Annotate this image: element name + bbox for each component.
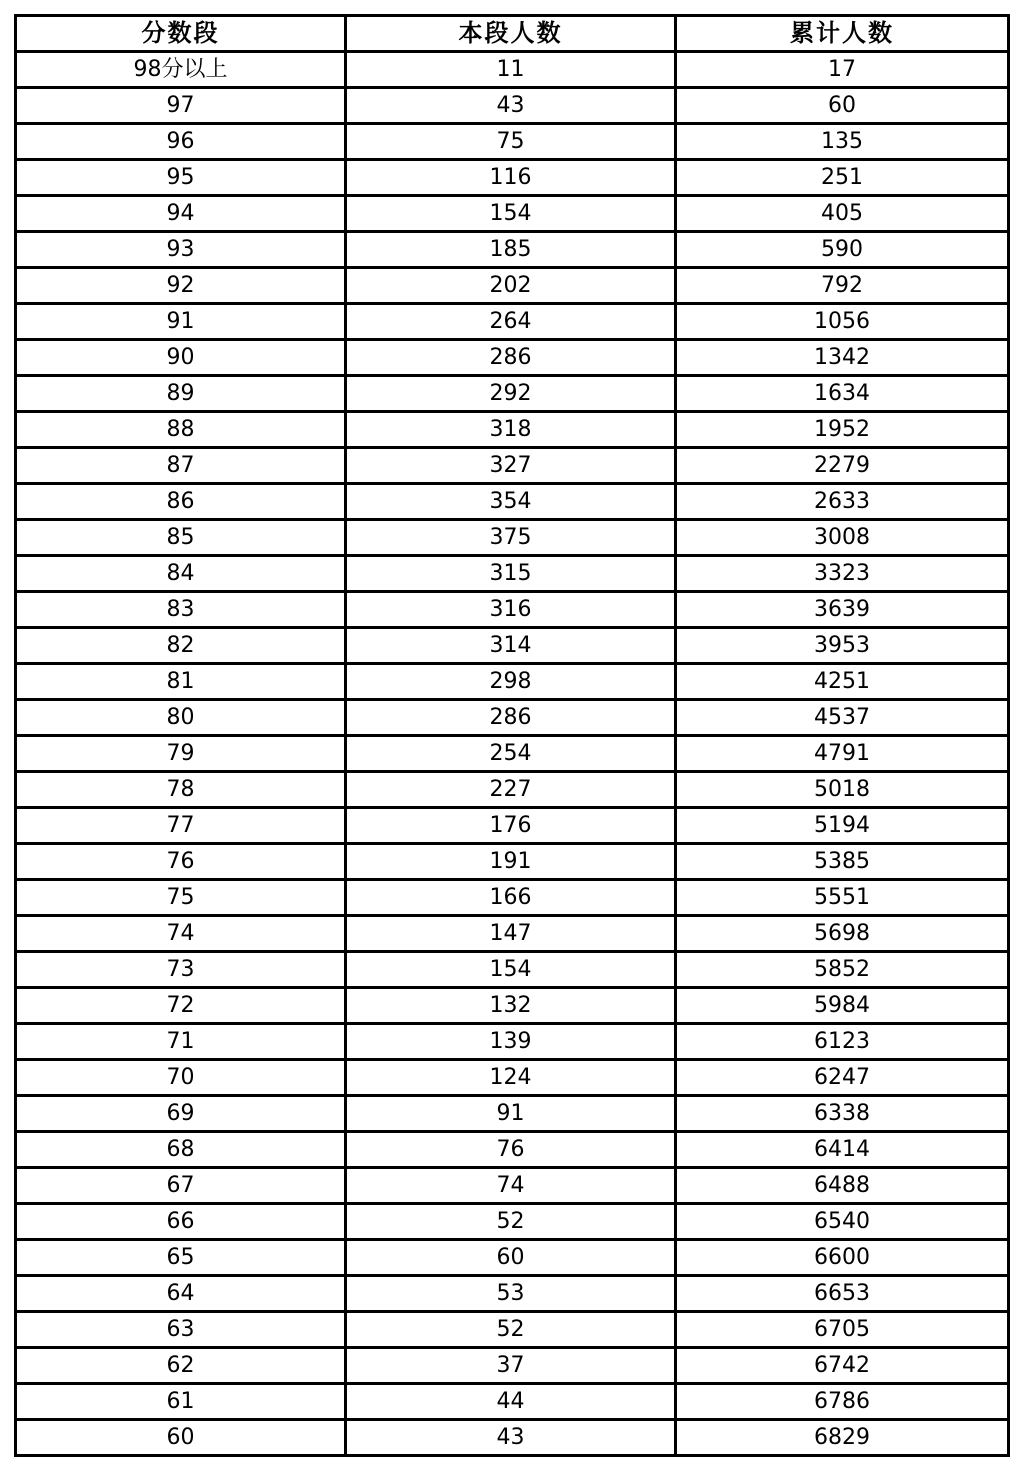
score-range-cell: 76 <box>16 844 346 880</box>
cumulative-count-cell: 17 <box>676 52 1009 88</box>
cumulative-count-cell: 3639 <box>676 592 1009 628</box>
cumulative-count-cell: 60 <box>676 88 1009 124</box>
segment-count-cell: 292 <box>346 376 676 412</box>
table-row <box>16 736 1009 772</box>
segment-count-cell: 147 <box>346 916 676 952</box>
table-row <box>16 592 1009 628</box>
header-row <box>16 16 1009 52</box>
segment-count-cell: 185 <box>346 232 676 268</box>
header-cumulative-count: 累计人数 <box>676 16 1009 52</box>
table-row <box>16 1204 1009 1240</box>
segment-count-cell: 154 <box>346 196 676 232</box>
table-row <box>16 304 1009 340</box>
score-range-cell: 89 <box>16 376 346 412</box>
table-row <box>16 1348 1009 1384</box>
score-range-cell: 93 <box>16 232 346 268</box>
cumulative-count-cell: 2279 <box>676 448 1009 484</box>
score-range-cell: 70 <box>16 1060 346 1096</box>
table-row <box>16 1096 1009 1132</box>
table-header <box>16 16 1009 52</box>
score-range-cell: 87 <box>16 448 346 484</box>
score-range-cell: 74 <box>16 916 346 952</box>
score-range-cell: 65 <box>16 1240 346 1276</box>
score-range-cell: 61 <box>16 1384 346 1420</box>
table-row <box>16 664 1009 700</box>
table-row <box>16 1060 1009 1096</box>
table-row <box>16 232 1009 268</box>
cumulative-count-cell: 4791 <box>676 736 1009 772</box>
segment-count-cell: 315 <box>346 556 676 592</box>
cumulative-count-cell: 251 <box>676 160 1009 196</box>
table-row <box>16 88 1009 124</box>
segment-count-cell: 286 <box>346 700 676 736</box>
table-row <box>16 484 1009 520</box>
segment-count-cell: 327 <box>346 448 676 484</box>
segment-count-cell: 60 <box>346 1240 676 1276</box>
table-row <box>16 124 1009 160</box>
segment-count-cell: 375 <box>346 520 676 556</box>
score-range-cell: 80 <box>16 700 346 736</box>
cumulative-count-cell: 792 <box>676 268 1009 304</box>
segment-count-cell: 124 <box>346 1060 676 1096</box>
cumulative-count-cell: 1056 <box>676 304 1009 340</box>
segment-count-cell: 314 <box>346 628 676 664</box>
score-range-cell: 92 <box>16 268 346 304</box>
table-row <box>16 268 1009 304</box>
header-segment-count: 本段人数 <box>346 16 676 52</box>
segment-count-cell: 75 <box>346 124 676 160</box>
segment-count-cell: 44 <box>346 1384 676 1420</box>
score-range-cell: 77 <box>16 808 346 844</box>
score-range-cell: 84 <box>16 556 346 592</box>
table-row <box>16 1276 1009 1312</box>
segment-count-cell: 11 <box>346 52 676 88</box>
score-range-cell: 72 <box>16 988 346 1024</box>
segment-count-cell: 91 <box>346 1096 676 1132</box>
cumulative-count-cell: 6829 <box>676 1420 1009 1456</box>
table-row <box>16 160 1009 196</box>
cumulative-count-cell: 5984 <box>676 988 1009 1024</box>
table-row <box>16 700 1009 736</box>
score-range-cell: 97 <box>16 88 346 124</box>
table-row <box>16 1312 1009 1348</box>
score-range-cell: 78 <box>16 772 346 808</box>
table-row <box>16 448 1009 484</box>
table-row <box>16 52 1009 88</box>
segment-count-cell: 316 <box>346 592 676 628</box>
score-range-cell: 79 <box>16 736 346 772</box>
score-range-cell: 81 <box>16 664 346 700</box>
table-row <box>16 196 1009 232</box>
table-row <box>16 1132 1009 1168</box>
score-range-cell: 60 <box>16 1420 346 1456</box>
table-row <box>16 772 1009 808</box>
score-range-cell: 88 <box>16 412 346 448</box>
cumulative-count-cell: 3953 <box>676 628 1009 664</box>
cumulative-count-cell: 5385 <box>676 844 1009 880</box>
cumulative-count-cell: 6653 <box>676 1276 1009 1312</box>
segment-count-cell: 116 <box>346 160 676 196</box>
cumulative-count-cell: 135 <box>676 124 1009 160</box>
table-body <box>16 52 1009 1456</box>
cumulative-count-cell: 4537 <box>676 700 1009 736</box>
segment-count-cell: 227 <box>346 772 676 808</box>
cumulative-count-cell: 405 <box>676 196 1009 232</box>
score-range-cell: 82 <box>16 628 346 664</box>
score-range-cell: 71 <box>16 1024 346 1060</box>
cumulative-count-cell: 590 <box>676 232 1009 268</box>
cumulative-count-cell: 5698 <box>676 916 1009 952</box>
score-range-cell: 86 <box>16 484 346 520</box>
score-range-cell: 63 <box>16 1312 346 1348</box>
cumulative-count-cell: 6600 <box>676 1240 1009 1276</box>
score-range-cell: 75 <box>16 880 346 916</box>
score-range-cell: 67 <box>16 1168 346 1204</box>
score-range-cell: 83 <box>16 592 346 628</box>
cumulative-count-cell: 2633 <box>676 484 1009 520</box>
cumulative-count-cell: 1952 <box>676 412 1009 448</box>
segment-count-cell: 264 <box>346 304 676 340</box>
score-range-cell: 98分以上 <box>16 52 346 88</box>
segment-count-cell: 53 <box>346 1276 676 1312</box>
cumulative-count-cell: 1342 <box>676 340 1009 376</box>
cumulative-count-cell: 6705 <box>676 1312 1009 1348</box>
segment-count-cell: 132 <box>346 988 676 1024</box>
cumulative-count-cell: 6742 <box>676 1348 1009 1384</box>
segment-count-cell: 76 <box>346 1132 676 1168</box>
table-row <box>16 556 1009 592</box>
table-row <box>16 916 1009 952</box>
segment-count-cell: 37 <box>346 1348 676 1384</box>
table-row <box>16 988 1009 1024</box>
cumulative-count-cell: 6488 <box>676 1168 1009 1204</box>
segment-count-cell: 154 <box>346 952 676 988</box>
score-range-cell: 95 <box>16 160 346 196</box>
score-range-cell: 96 <box>16 124 346 160</box>
segment-count-cell: 43 <box>346 1420 676 1456</box>
segment-count-cell: 176 <box>346 808 676 844</box>
cumulative-count-cell: 6247 <box>676 1060 1009 1096</box>
table-row <box>16 1420 1009 1456</box>
segment-count-cell: 202 <box>346 268 676 304</box>
cumulative-count-cell: 6540 <box>676 1204 1009 1240</box>
segment-count-cell: 354 <box>346 484 676 520</box>
segment-count-cell: 318 <box>346 412 676 448</box>
segment-count-cell: 74 <box>346 1168 676 1204</box>
table-row <box>16 1168 1009 1204</box>
table-row <box>16 880 1009 916</box>
cumulative-count-cell: 6123 <box>676 1024 1009 1060</box>
cumulative-count-cell: 6414 <box>676 1132 1009 1168</box>
table-row <box>16 376 1009 412</box>
table-row <box>16 808 1009 844</box>
cumulative-count-cell: 4251 <box>676 664 1009 700</box>
table-row <box>16 844 1009 880</box>
table-row <box>16 1024 1009 1060</box>
cumulative-count-cell: 5852 <box>676 952 1009 988</box>
segment-count-cell: 52 <box>346 1312 676 1348</box>
score-range-cell: 66 <box>16 1204 346 1240</box>
segment-count-cell: 43 <box>346 88 676 124</box>
score-distribution-table <box>14 14 1010 1457</box>
segment-count-cell: 166 <box>346 880 676 916</box>
table-row <box>16 1384 1009 1420</box>
table-row <box>16 340 1009 376</box>
score-range-cell: 69 <box>16 1096 346 1132</box>
cumulative-count-cell: 6338 <box>676 1096 1009 1132</box>
cumulative-count-cell: 5551 <box>676 880 1009 916</box>
score-range-cell: 73 <box>16 952 346 988</box>
segment-count-cell: 254 <box>346 736 676 772</box>
cumulative-count-cell: 5194 <box>676 808 1009 844</box>
score-range-cell: 62 <box>16 1348 346 1384</box>
cumulative-count-cell: 6786 <box>676 1384 1009 1420</box>
score-range-cell: 90 <box>16 340 346 376</box>
segment-count-cell: 191 <box>346 844 676 880</box>
table-row <box>16 628 1009 664</box>
table-row <box>16 412 1009 448</box>
cumulative-count-cell: 5018 <box>676 772 1009 808</box>
header-score-range: 分数段 <box>16 16 346 52</box>
score-range-cell: 94 <box>16 196 346 232</box>
score-range-cell: 91 <box>16 304 346 340</box>
table-row <box>16 520 1009 556</box>
score-range-cell: 64 <box>16 1276 346 1312</box>
score-range-cell: 68 <box>16 1132 346 1168</box>
segment-count-cell: 286 <box>346 340 676 376</box>
segment-count-cell: 298 <box>346 664 676 700</box>
segment-count-cell: 52 <box>346 1204 676 1240</box>
cumulative-count-cell: 3323 <box>676 556 1009 592</box>
table-row <box>16 1240 1009 1276</box>
segment-count-cell: 139 <box>346 1024 676 1060</box>
score-range-cell: 85 <box>16 520 346 556</box>
cumulative-count-cell: 1634 <box>676 376 1009 412</box>
table-row <box>16 952 1009 988</box>
cumulative-count-cell: 3008 <box>676 520 1009 556</box>
